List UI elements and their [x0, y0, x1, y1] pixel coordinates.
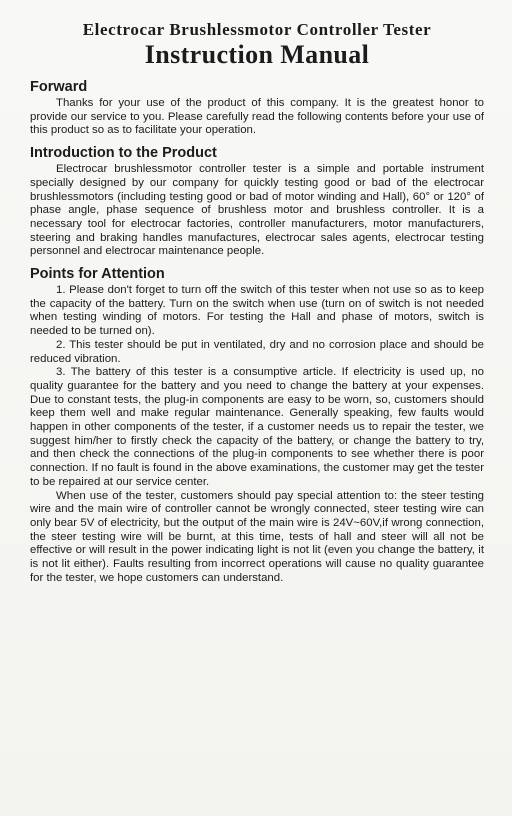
attention-point-1: 1. Please don't forget to turn off the switch of this tester when not use so as to keep the capacity of the battery. Turn on the switch when use (turn on of switch is not needed when testing winding of motors. For testing the Hall and phase of motors, switch is needed to be turned on). [30, 284, 484, 338]
document-subtitle: Instruction Manual [144, 40, 370, 69]
introduction-heading: Introduction to the Product [30, 145, 217, 162]
attention-section [30, 265, 484, 585]
forward-section [30, 78, 484, 138]
forward-text: Thanks for your use of the product of this company. It is the greatest honor to provide our service to you. Please carefully read the following contents before your use of this product so as to facilitate your operation. [30, 97, 484, 137]
attention-wiring-note: When use of the tester, customers should pay special attention to: the steer testing wire and the main wire of controller cannot be wrongly connected, steer testing wire can only bear 5V of electricity, but the output of the main wire is 24V~60V,if wrong connection, the steer testing wire will be burnt, at this time, tests of hall and steer will all not be effective or will result in the power indicating light is not lit (even you change the battery, it is not lit either). Faults resulting from incorrect operations will cause no quality guarantee for the tester, we hope customers can understand. [30, 489, 484, 584]
attention-heading: Points for Attention [30, 266, 165, 283]
document-title: Electrocar Brushlessmotor Controller Tester [82, 20, 432, 39]
introduction-text: Electrocar brushlessmotor controller tester is a simple and portable instrument specially designed by our company for quickly testing good or bad of the electrocar brushlessmotors (including testing good or bad of motor winding and Hall), 60° or 120° of phase angle, phase sequence of brushless motor and brushless controller. It is a necessary tool for electrocar factories, controller manufacturers, motor manufacturers, steering and braking handles manufactures, electrocar sales agents, electrocar testing personnel and electrocar maintenance people. [30, 163, 484, 258]
attention-point-3: 3. The battery of this tester is a consumptive article. If electricity is used up, no quality guarantee for the battery and you need to change the battery at your expenses. Due to constant tests, the plug-in components are easy to be worn, so, customers should keep them well and make regular maintenance. Generally speaking, few faults would happen in other components of the tester, if a customer needs us to repair the tester, we suggest him/her to firstly check the capacity of the battery, or change the battery to try, and then check the connections of the plug-in components to see whether there is poor connection. If no fault is found in the above examinations, the customer may get the tester to be repaired at our service center. [30, 366, 484, 488]
attention-point-2: 2. This tester should be put in ventilated, dry and no corrosion place and should be reduced vibration. [30, 338, 484, 365]
forward-heading: Forward [30, 79, 88, 95]
introduction-section [30, 144, 484, 259]
